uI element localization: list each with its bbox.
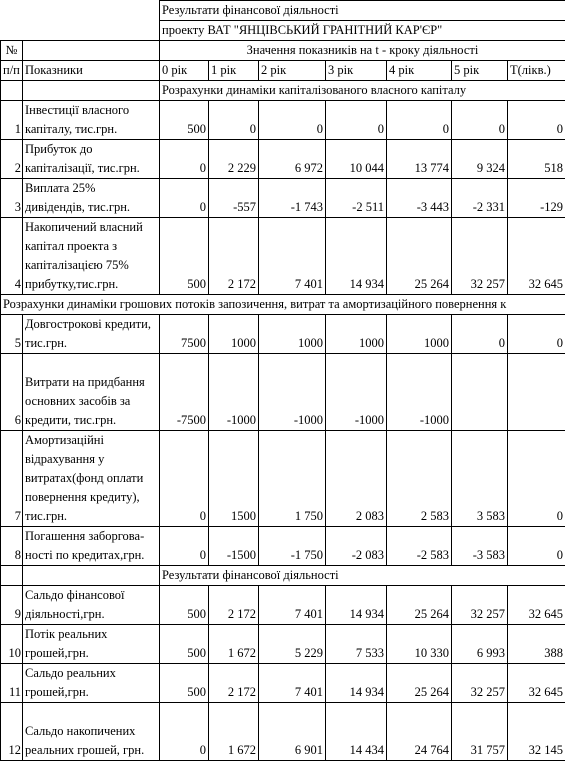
value-cell: 25 264 <box>387 586 452 625</box>
value-cell: 2 583 <box>387 431 452 527</box>
value-cell: 0 <box>160 527 209 566</box>
value-cell: 0 <box>259 101 326 140</box>
row-number: 2 <box>1 140 23 179</box>
indicator-label: Погашення заборгова-ності по кредитах,грн. <box>23 527 160 566</box>
value-cell: 0 <box>452 101 508 140</box>
value-cell: -2 583 <box>387 527 452 566</box>
value-cell: 0 <box>508 315 565 354</box>
table-row <box>1 315 565 354</box>
project-row <box>1 21 565 41</box>
value-cell: 7 401 <box>259 664 326 703</box>
value-cell: 0 <box>508 527 565 566</box>
row-number: 7 <box>1 431 23 527</box>
value-cell: 14 934 <box>326 664 387 703</box>
report-title: Результати фінансової діяльності <box>160 1 565 21</box>
value-cell: 2 172 <box>209 586 259 625</box>
indicator-label: Амортизаційні відрахування у витратах(фонд оплати повернення кредиту), тис.грн. <box>23 431 160 527</box>
value-cell: 6 901 <box>259 703 326 761</box>
value-cell: 32 257 <box>452 664 508 703</box>
value-cell: 1 672 <box>209 625 259 664</box>
value-cell: 6 993 <box>452 625 508 664</box>
table-row <box>1 218 565 295</box>
value-cell: -1000 <box>387 354 452 431</box>
value-cell: -2 331 <box>452 179 508 218</box>
value-cell: 0 <box>508 431 565 527</box>
row-number: 12 <box>1 703 23 761</box>
value-cell: 2 172 <box>209 664 259 703</box>
row-number: 1 <box>1 101 23 140</box>
value-cell: 14 434 <box>326 703 387 761</box>
value-cell: -2 083 <box>326 527 387 566</box>
header-row-1 <box>1 41 565 61</box>
value-cell: 500 <box>160 218 209 295</box>
value-cell: 32 645 <box>508 664 565 703</box>
indicator-label: Довгострокові кредити, тис.грн. <box>23 315 160 354</box>
value-cell: 0 <box>160 179 209 218</box>
column-header-indicators: Показники <box>23 61 160 81</box>
table-row <box>1 625 565 664</box>
value-cell: 25 264 <box>387 664 452 703</box>
value-cell: 500 <box>160 586 209 625</box>
table-row <box>1 431 565 527</box>
value-cell: -129 <box>508 179 565 218</box>
section-title: Розрахунки динаміки капіталізованого власного капіталу <box>160 81 565 101</box>
table-row <box>1 101 565 140</box>
row-number: 3 <box>1 179 23 218</box>
column-header-year: 0 рік <box>160 61 209 81</box>
table-row <box>1 703 565 761</box>
indicator-label: Витрати на придбання основних засобів за кредити, тис.грн. <box>23 354 160 431</box>
section-row-results <box>1 566 565 586</box>
section-row-equity <box>1 81 565 101</box>
value-cell: 32 145 <box>508 703 565 761</box>
table-row <box>1 586 565 625</box>
value-cell: 2 083 <box>326 431 387 527</box>
value-cell: 32 257 <box>452 586 508 625</box>
column-header-no: № <box>1 41 23 61</box>
value-cell: -1500 <box>209 527 259 566</box>
section-title: Результати фінансової діяльності <box>160 566 565 586</box>
row-number: 11 <box>1 664 23 703</box>
section-title: Розрахунки динаміки грошових потоків запозичення, витрат та амортизаційного повернення к <box>1 295 565 315</box>
title-row <box>1 1 565 21</box>
value-cell: 14 934 <box>326 218 387 295</box>
value-cell: 1000 <box>209 315 259 354</box>
value-cell: -3 443 <box>387 179 452 218</box>
row-number: 8 <box>1 527 23 566</box>
indicator-label: Потік реальних грошей,грн. <box>23 625 160 664</box>
column-header-year: 3 рік <box>326 61 387 81</box>
value-cell: -2 511 <box>326 179 387 218</box>
indicator-label: Сальдо накопичених реальних грошей, грн. <box>23 703 160 761</box>
value-cell: 7 401 <box>259 218 326 295</box>
column-header-year: 2 рік <box>259 61 326 81</box>
column-header-year: 4 рік <box>387 61 452 81</box>
value-cell: 1 750 <box>259 431 326 527</box>
indicator-label: Накопичений власний капітал проекта з капіталізацією 75% прибутку,тис.грн. <box>23 218 160 295</box>
value-cell: 500 <box>160 664 209 703</box>
value-cell: 0 <box>160 431 209 527</box>
value-cell: -7500 <box>160 354 209 431</box>
value-cell: 2 172 <box>209 218 259 295</box>
value-cell: 0 <box>387 101 452 140</box>
indicator-label: Сальдо реальних грошей,грн. <box>23 664 160 703</box>
value-cell <box>452 354 508 431</box>
section-row-cashflow <box>1 295 565 315</box>
header-row-2 <box>1 61 565 81</box>
indicator-label: Сальдо фінансової діяльності,грн. <box>23 586 160 625</box>
value-cell: 0 <box>209 101 259 140</box>
value-cell: -1000 <box>326 354 387 431</box>
value-cell: 500 <box>160 625 209 664</box>
value-cell: 388 <box>508 625 565 664</box>
value-cell: -1000 <box>209 354 259 431</box>
value-cell: 32 645 <box>508 586 565 625</box>
column-header-year: 1 рік <box>209 61 259 81</box>
value-cell: -1 750 <box>259 527 326 566</box>
value-cell: 24 764 <box>387 703 452 761</box>
value-cell: -557 <box>209 179 259 218</box>
value-cell: 13 774 <box>387 140 452 179</box>
table-row <box>1 354 565 431</box>
value-cell: -1 743 <box>259 179 326 218</box>
value-cell: 32 645 <box>508 218 565 295</box>
row-number: 5 <box>1 315 23 354</box>
value-cell: 10 330 <box>387 625 452 664</box>
table-row <box>1 664 565 703</box>
value-cell <box>508 354 565 431</box>
value-cell: 1000 <box>387 315 452 354</box>
table-row <box>1 527 565 566</box>
value-cell: 0 <box>508 101 565 140</box>
row-number: 4 <box>1 218 23 295</box>
value-cell: 7 533 <box>326 625 387 664</box>
table-row <box>1 179 565 218</box>
value-cell: 9 324 <box>452 140 508 179</box>
row-number: 10 <box>1 625 23 664</box>
column-header-no-sub: п/п <box>1 61 23 81</box>
project-name: проекту ВАТ "ЯНЦІВСЬКИЙ ГРАНІТНИЙ КАР'ЄР" <box>160 21 565 41</box>
value-cell: 31 757 <box>452 703 508 761</box>
value-cell: 5 229 <box>259 625 326 664</box>
indicator-label: Прибуток до капіталізації, тис.грн. <box>23 140 160 179</box>
value-cell: 14 934 <box>326 586 387 625</box>
row-number: 9 <box>1 586 23 625</box>
column-header-year: 5 рік <box>452 61 508 81</box>
indicator-label: Інвестиції власного капіталу, тис.грн. <box>23 101 160 140</box>
value-cell: 518 <box>508 140 565 179</box>
value-cell: 1500 <box>209 431 259 527</box>
value-cell: 25 264 <box>387 218 452 295</box>
value-cell: 500 <box>160 101 209 140</box>
value-cell: 0 <box>160 703 209 761</box>
value-cell: -3 583 <box>452 527 508 566</box>
value-cell: 0 <box>160 140 209 179</box>
value-cell: 3 583 <box>452 431 508 527</box>
value-cell: 32 257 <box>452 218 508 295</box>
value-cell: 7 401 <box>259 586 326 625</box>
indicator-label: Виплата 25% дивідендів, тис.грн. <box>23 179 160 218</box>
row-number: 6 <box>1 354 23 431</box>
value-cell: 2 229 <box>209 140 259 179</box>
value-cell: 0 <box>452 315 508 354</box>
value-cell: 10 044 <box>326 140 387 179</box>
table-row <box>1 140 565 179</box>
column-header-values: Значення показників на t - кроку діяльності <box>160 41 565 61</box>
value-cell: 1000 <box>259 315 326 354</box>
value-cell: 6 972 <box>259 140 326 179</box>
value-cell: 0 <box>326 101 387 140</box>
value-cell: 1 672 <box>209 703 259 761</box>
value-cell: -1000 <box>259 354 326 431</box>
value-cell: 7500 <box>160 315 209 354</box>
value-cell: 1000 <box>326 315 387 354</box>
column-header-year: T(лікв.) <box>508 61 565 81</box>
